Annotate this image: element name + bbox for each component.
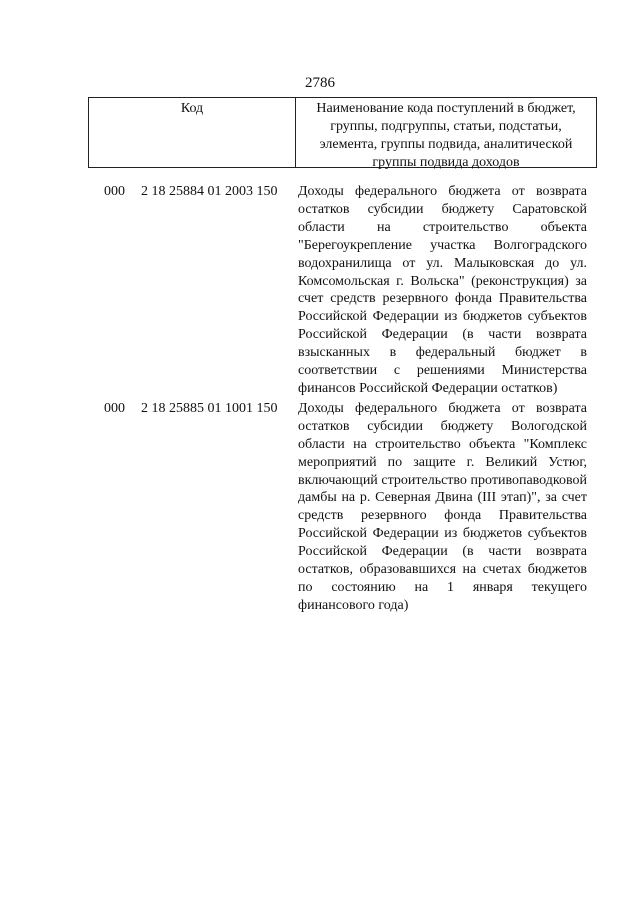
income-description: Доходы федерального бюджета от возврата остатков субсидии бюджету Саратовской области на строительство объекта "Берегоукрепление участка Волгоградского водохранилища от ул. Малыковская до ул. Комсомольская г. Вольска" (реконструкция) за счет средств резервного фонда Правительства Российской Федерации из бюджетов субъектов Российской Федерации (в части возврата взысканных в федеральный бюджет в соответствии с решениями Министерства финансов Российской Федерации остатков) xyxy=(298,184,587,396)
admin-code: 000 xyxy=(104,184,125,199)
income-description: Доходы федерального бюджета от возврата остатков субсидии бюджету Вологодской области на строительство объекта "Комплекс мероприятий по защите г. Великий Устюг, включающий строительство противопаводковой дамбы на р. Северная Двина (III этап)", за счет средств резервного фонда Правительства Российской Федерации из бюджетов субъектов Российской Федерации (в части возврата остатков, образовавшихся на счетах бюджетов по состоянию на 1 января текущего финансового года) xyxy=(298,400,587,613)
table-body xyxy=(0,183,640,617)
admin-code: 000 xyxy=(104,400,125,416)
page-number: 2786 xyxy=(305,75,335,91)
income-code: 2 18 25884 01 2003 150 xyxy=(141,184,278,199)
header-code-column: Код xyxy=(89,98,296,167)
table-row xyxy=(0,183,640,398)
income-code: 2 18 25885 01 1001 150 xyxy=(141,400,278,416)
table-header xyxy=(88,97,597,168)
table-row xyxy=(0,400,640,615)
header-name-column: Наименование кода поступлений в бюджет, группы, подгруппы, статьи, подстатьи, элемента, группы подвида, аналитической группы подвида доходов xyxy=(316,101,576,170)
